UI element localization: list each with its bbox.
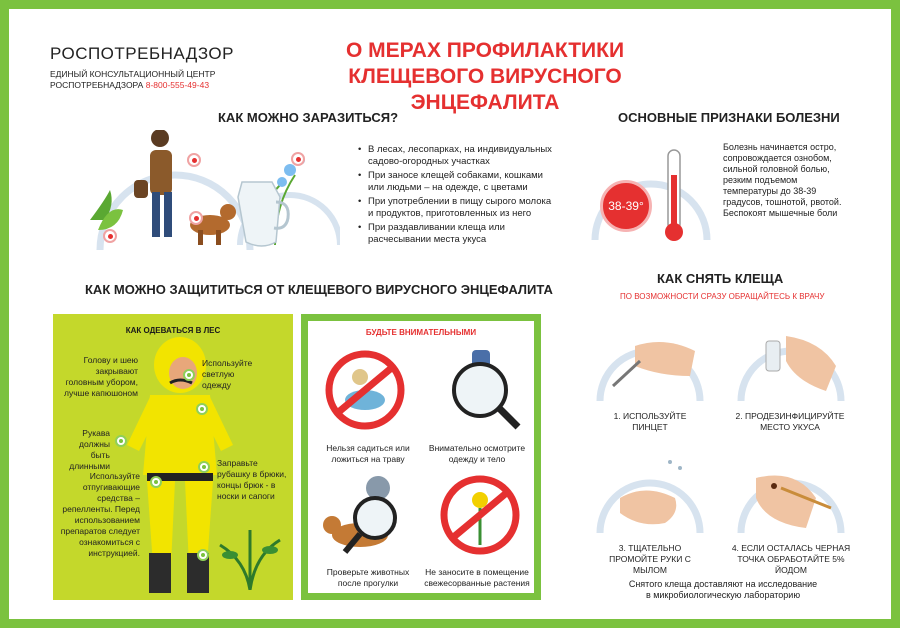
- body-marker: [197, 549, 209, 561]
- removal-step-2: 2. ПРОДЕЗИНФИЦИРУЙТЕ МЕСТО УКУСА: [735, 411, 845, 432]
- milk-jug-icon: [232, 172, 292, 252]
- body-marker: [198, 461, 210, 473]
- pets-check-icon: [320, 470, 415, 560]
- org-subtitle-line2: [50, 80, 209, 90]
- main-title-line2: КЛЕЩЕВОГО ВИРУСНОГО ЭНЦЕФАЛИТА: [348, 65, 622, 114]
- body-marker: [183, 369, 195, 381]
- org-sub2-prefix: РОСПОТРЕБНАДЗОРА: [50, 80, 144, 90]
- dress-head-text: Голову и шею закрывают головным убором, лучше капюшоном: [64, 355, 138, 398]
- body-marker: [115, 435, 127, 447]
- org-name: РОСПОТРЕБНАДЗОР: [50, 44, 234, 63]
- main-title-line1: О МЕРАХ ПРОФИЛАКТИКИ: [345, 39, 625, 62]
- risk-marker: [187, 153, 201, 167]
- removal-step-1: 1. ИСПОЛЬЗУЙТЕ ПИНЦЕТ: [613, 411, 687, 432]
- removal-step-4: 4. ЕСЛИ ОСТАЛАСЬ ЧЕРНАЯ ТОЧКА ОБРАБОТАЙТЕ 5% ЙОДОМ: [731, 543, 851, 575]
- body-marker: [196, 403, 208, 415]
- infection-list: [358, 144, 558, 248]
- list-item: • При заносе клещей собаками, кошками или людьми – на одежде, с цветами: [358, 170, 558, 194]
- list-item: • При употреблении в пищу сырого молока и продуктов, приготовленных из него: [358, 196, 558, 220]
- dress-title: КАК ОДЕВАТЬСЯ В ЛЕС: [125, 326, 221, 335]
- careful-caption-3: Проверьте животных после прогулки: [326, 567, 410, 588]
- dress-light-text: Используйте светлую одежду: [202, 358, 253, 390]
- removal-title: КАК СНЯТЬ КЛЕЩА: [657, 271, 784, 286]
- main-title: [300, 38, 670, 116]
- dress-sleeves-text: Рукава должны быть длинными: [69, 428, 110, 471]
- careful-caption-4: Не заносите в помещение свежесорванные растения: [424, 567, 530, 588]
- dress-shirt-text: Заправьте рубашку в брюки, концы брюк - в носки и сапоги: [217, 458, 287, 501]
- disinfect-hand-icon: [736, 316, 846, 406]
- no-sitting-on-grass-icon: [320, 345, 410, 435]
- infection-title: КАК МОЖНО ЗАРАЗИТЬСЯ?: [218, 110, 399, 125]
- hiker-with-dog-illustration: [90, 130, 340, 260]
- body-marker: [150, 476, 162, 488]
- hotline-phone: 8-800-555-49-43: [145, 80, 210, 90]
- symptoms-text: Болезнь начинается остро, сопровождается ознобом, сильной головной болью, резким подъемом температуры до 38-39 градусов, тошнотой, рвотой. Беспокоят мышечные боли: [723, 142, 842, 218]
- removal-note: Снятого клеща доставляют на исследование в микробиологическую лабораторию: [628, 579, 818, 600]
- plant-icon: [215, 520, 285, 590]
- list-item: • При раздавливании клеща или расчесывании места укуса: [358, 222, 558, 246]
- careful-caption-1: Нельзя садиться или ложиться на траву: [326, 443, 410, 464]
- careful-title: БУДЬТЕ ВНИМАТЕЛЬНЫМИ: [365, 328, 477, 337]
- tweezers-hand-icon: [595, 316, 705, 406]
- risk-marker: [103, 229, 117, 243]
- dress-repel-text: Используйте отпугивающие средства – репелленты. Перед использованием препаратов следует ознакомиться с инструкцией.: [60, 471, 140, 558]
- magnifier-inspection-icon: [440, 345, 530, 435]
- risk-marker: [291, 152, 305, 166]
- symptoms-title: ОСНОВНЫЕ ПРИЗНАКИ БОЛЕЗНИ: [618, 110, 840, 125]
- org-subtitle: ЕДИНЫЙ КОНСУЛЬТАЦИОННЫЙ ЦЕНТР: [50, 69, 216, 79]
- list-item: • В лесах, лесопарках, на индивидуальных садово-огородных участках: [358, 144, 558, 168]
- protect-title: КАК МОЖНО ЗАЩИТИТЬСЯ ОТ КЛЕЩЕВОГО ВИРУСНОГО ЭНЦЕФАЛИТА: [85, 282, 553, 297]
- iodine-point-icon: [736, 448, 846, 538]
- removal-subtitle: ПО ВОЗМОЖНОСТИ СРАЗУ ОБРАЩАЙТЕСЬ К ВРАЧУ: [620, 292, 825, 301]
- no-flowers-icon: [435, 470, 525, 560]
- wash-hands-icon: [595, 448, 705, 538]
- risk-marker: [189, 211, 203, 225]
- removal-step-3: 3. ТЩАТЕЛЬНО ПРОМОЙТЕ РУКИ С МЫЛОМ: [609, 543, 691, 575]
- temperature-badge: 38-39°: [600, 180, 652, 232]
- careful-caption-2: Внимательно осмотрите одежду и тело: [428, 443, 526, 464]
